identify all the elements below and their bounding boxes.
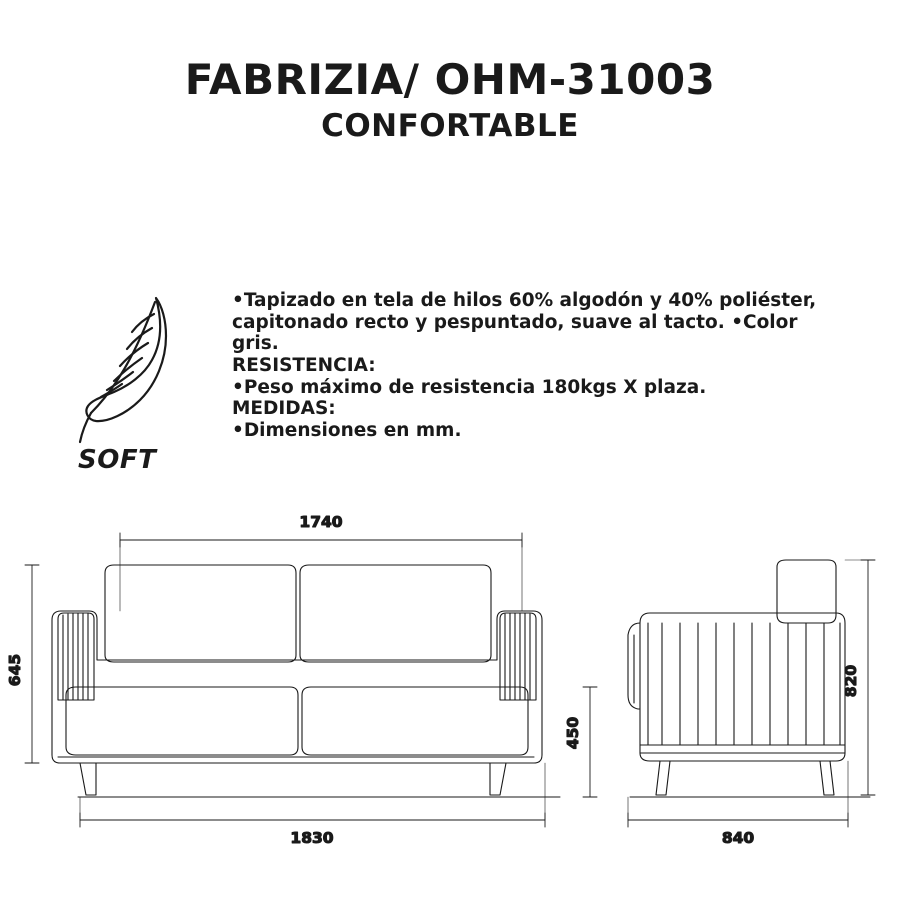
description-line-4: •Peso máximo de resistencia 180kgs X plaza. [232, 376, 707, 398]
page-subtitle: CONFORTABLE [321, 108, 579, 145]
side-dim-right-label: 820 [842, 664, 860, 698]
soft-label: SOFT [78, 445, 157, 475]
header [0, 55, 900, 145]
technical-drawings [0, 495, 900, 855]
front-dim-top [120, 533, 522, 611]
side-dim-bottom-label: 840 [721, 829, 755, 847]
soft-badge [58, 280, 218, 480]
front-dim-bottom [80, 763, 545, 827]
medidas-heading: MEDIDAS: [232, 398, 336, 420]
front-dim-top-label: 1740 [299, 513, 343, 531]
front-dim-left [25, 565, 39, 763]
description-line-3: gris. [232, 333, 279, 355]
page-title: FABRIZIA/ OHM-31003 [184, 55, 716, 104]
description-line-2: capitonado recto y pespuntado, suave al tacto. •Color [232, 311, 798, 333]
description-line-5: •Dimensiones en mm. [232, 419, 462, 441]
resistencia-heading: RESISTENCIA: [232, 354, 376, 376]
front-dim-left-label: 645 [6, 653, 24, 687]
front-dim-right-label: 450 [564, 716, 582, 750]
front-dim-bottom-label: 1830 [290, 829, 334, 847]
description-line-1: •Tapizado en tela de hilos 60% algodón y 40% poliéster, [232, 290, 817, 311]
side-view-drawing [628, 560, 870, 797]
side-dim-bottom [628, 761, 848, 827]
description-block [232, 290, 892, 441]
front-dim-right [583, 687, 597, 797]
front-view-drawing [52, 565, 560, 797]
